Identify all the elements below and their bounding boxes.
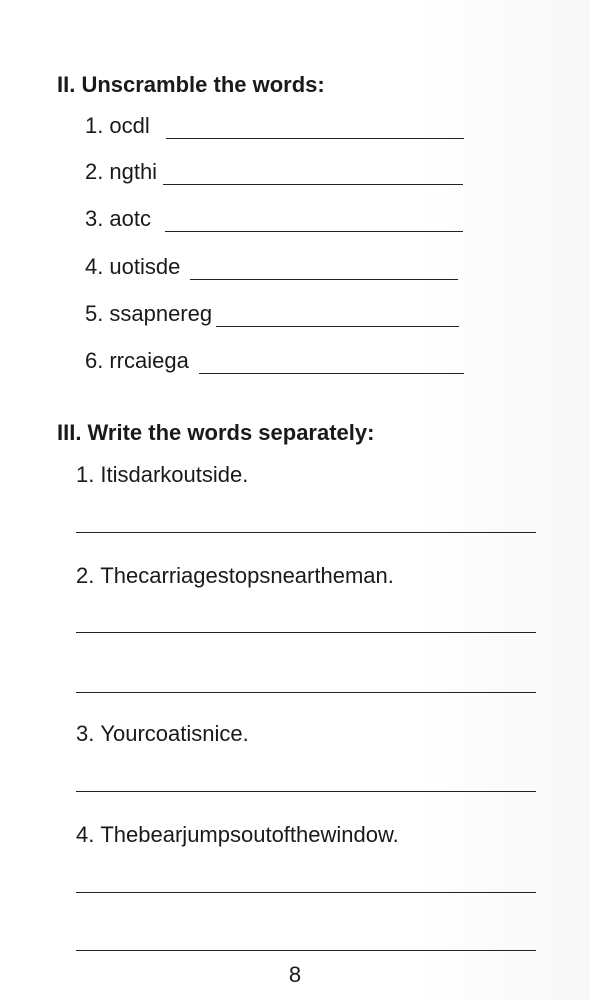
unscramble-item-6 — [85, 348, 464, 374]
answer-line[interactable] — [76, 950, 536, 951]
unscramble-item-1 — [85, 113, 464, 139]
answer-blank[interactable] — [190, 261, 458, 280]
joined-sentence: Yourcoatisnice. — [100, 721, 249, 746]
answer-line[interactable] — [76, 532, 536, 533]
section-2-title: II. Unscramble the words: — [57, 72, 325, 97]
scrambled-word: ssapnereg — [109, 301, 213, 326]
answer-blank[interactable] — [199, 355, 464, 374]
unscramble-item-3 — [85, 206, 463, 232]
item-number: 2. — [85, 159, 104, 184]
sentence-item-1 — [76, 462, 248, 488]
section-3-title: III. Write the words separately: — [57, 420, 375, 445]
answer-blank[interactable] — [163, 166, 463, 185]
scrambled-word: uotisde — [109, 254, 181, 279]
item-number: 6. — [85, 348, 104, 373]
item-number: 4. — [76, 822, 95, 847]
scrambled-word: ngthi — [109, 159, 158, 184]
sentence-item-2 — [76, 563, 394, 589]
unscramble-item-5 — [85, 301, 459, 327]
scrambled-word: ocdl — [109, 113, 150, 138]
answer-line[interactable] — [76, 791, 536, 792]
answer-line[interactable] — [76, 892, 536, 893]
answer-blank[interactable] — [216, 308, 459, 327]
unscramble-item-4 — [85, 254, 458, 280]
item-number: 3. — [85, 206, 104, 231]
item-number: 4. — [85, 254, 104, 279]
item-number: 1. — [85, 113, 104, 138]
item-number: 5. — [85, 301, 104, 326]
scrambled-word: rrcaiega — [109, 348, 189, 373]
item-number: 3. — [76, 721, 95, 746]
answer-line[interactable] — [76, 632, 536, 633]
answer-line[interactable] — [76, 692, 536, 693]
unscramble-item-2 — [85, 159, 463, 185]
item-number: 1. — [76, 462, 95, 487]
item-number: 2. — [76, 563, 95, 588]
page-number: 8 — [288, 962, 302, 987]
joined-sentence: Itisdarkoutside. — [100, 462, 249, 487]
joined-sentence: Thecarriagestopsneartheman. — [100, 563, 394, 588]
answer-blank[interactable] — [166, 120, 464, 139]
answer-blank[interactable] — [165, 213, 463, 232]
scrambled-word: aotc — [109, 206, 151, 231]
sentence-item-4 — [76, 822, 399, 848]
joined-sentence: Thebearjumpsoutofthewindow. — [100, 822, 399, 847]
sentence-item-3 — [76, 721, 249, 747]
